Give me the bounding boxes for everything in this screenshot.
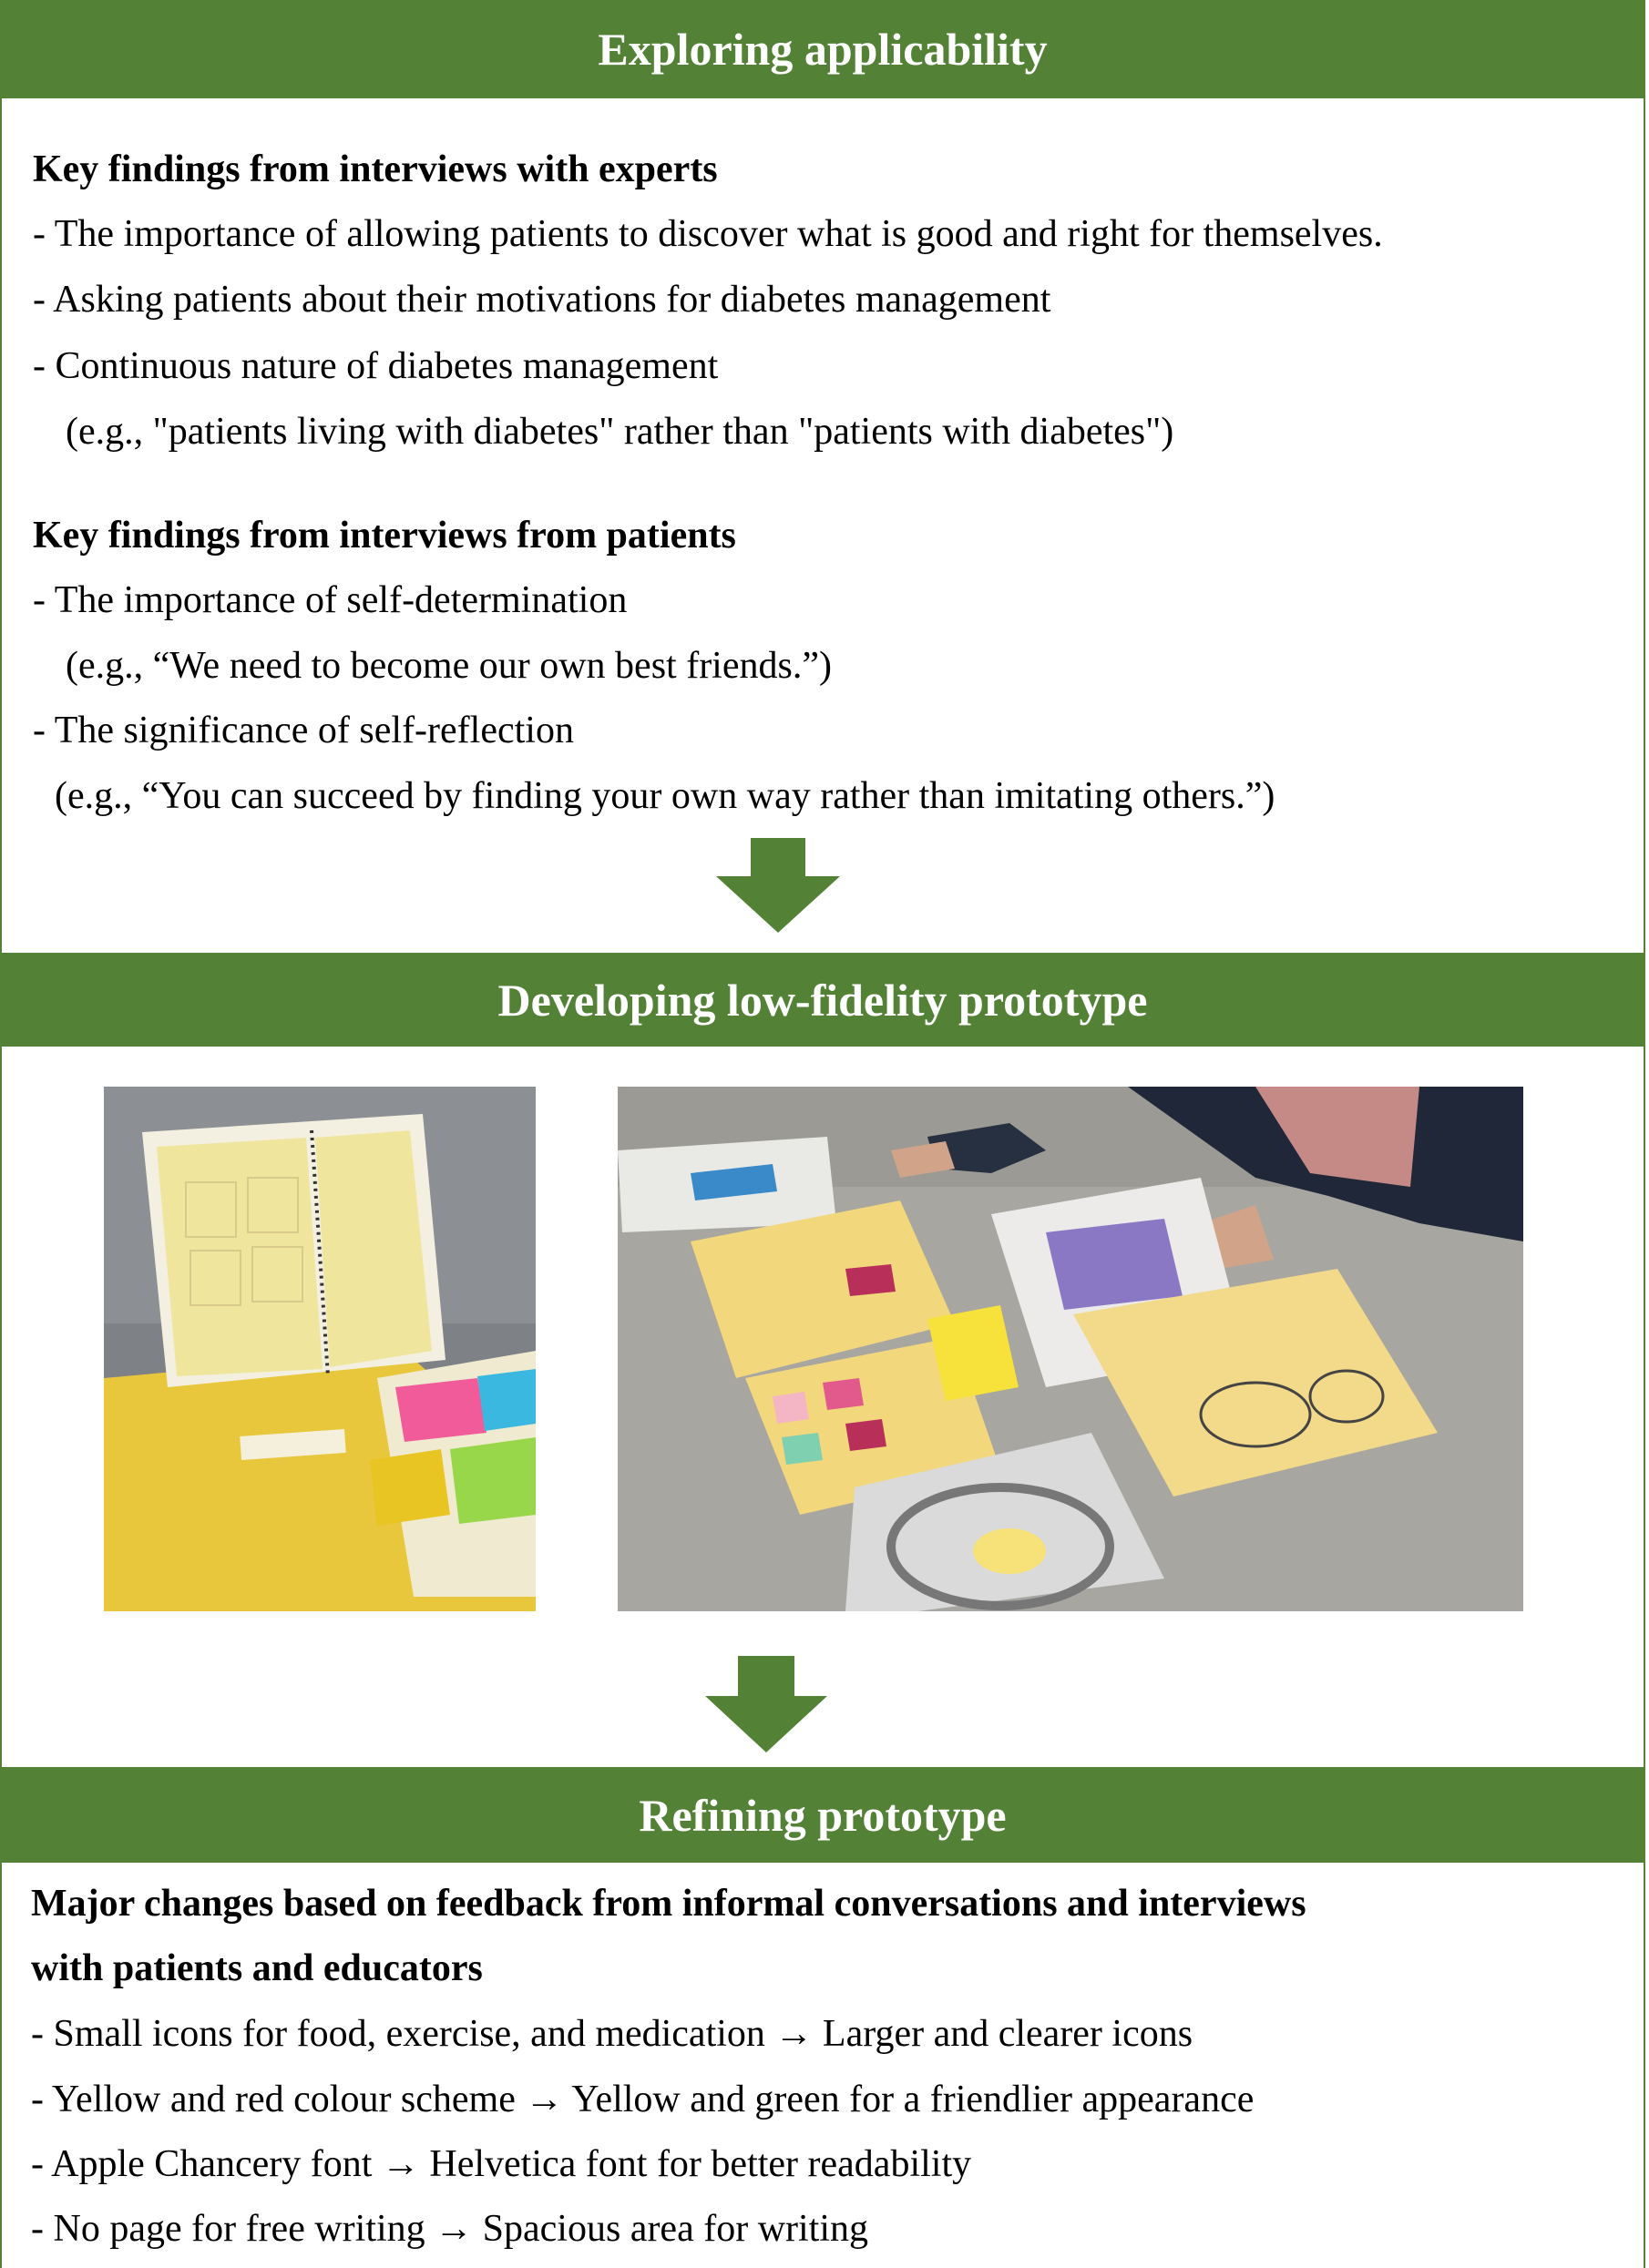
experts-item: - Continuous nature of diabetes management (33, 345, 719, 387)
down-arrow-icon (716, 838, 840, 933)
refining-heading: with patients and educators (31, 1947, 483, 1989)
workshop-prototype-photo (618, 1087, 1523, 1611)
down-arrow-icon (705, 1656, 827, 1752)
exploring-header: Exploring applicability (0, 0, 1645, 98)
patients-item: - The significance of self-reflection (33, 710, 574, 751)
patients-item-example: (e.g., “We need to become our own best friends.”) (66, 645, 832, 687)
refining-header: Refining prototype (0, 1768, 1645, 1863)
experts-item-example: (e.g., "patients living with diabetes" rather than "patients with diabetes") (66, 411, 1174, 453)
patients-item-example: (e.g., “You can succeed by finding your own way rather than imitating others.”) (55, 775, 1275, 817)
notebook-prototype-photo (104, 1087, 536, 1611)
developing-header: Developing low-fidelity prototype (0, 954, 1645, 1047)
refining-item: - Small icons for food, exercise, and medication → Larger and clearer icons (31, 2013, 1193, 2055)
experts-item: - The importance of allowing patients to discover what is good and right for themselves. (33, 213, 1383, 255)
experts-heading: Key findings from interviews with experts (33, 148, 718, 190)
refining-item: - Yellow and red colour scheme → Yellow and green for a friendlier appearance (31, 2079, 1255, 2120)
experts-item: - Asking patients about their motivations for diabetes management (33, 279, 1051, 321)
refining-item: - No page for free writing → Spacious area for writing (31, 2208, 869, 2250)
patients-item: - The importance of self-determination (33, 579, 628, 621)
refining-heading: Major changes based on feedback from informal conversations and interviews (31, 1883, 1306, 1925)
refining-item: - Apple Chancery font → Helvetica font for better readability (31, 2143, 972, 2185)
patients-heading: Key findings from interviews from patients (33, 515, 736, 557)
